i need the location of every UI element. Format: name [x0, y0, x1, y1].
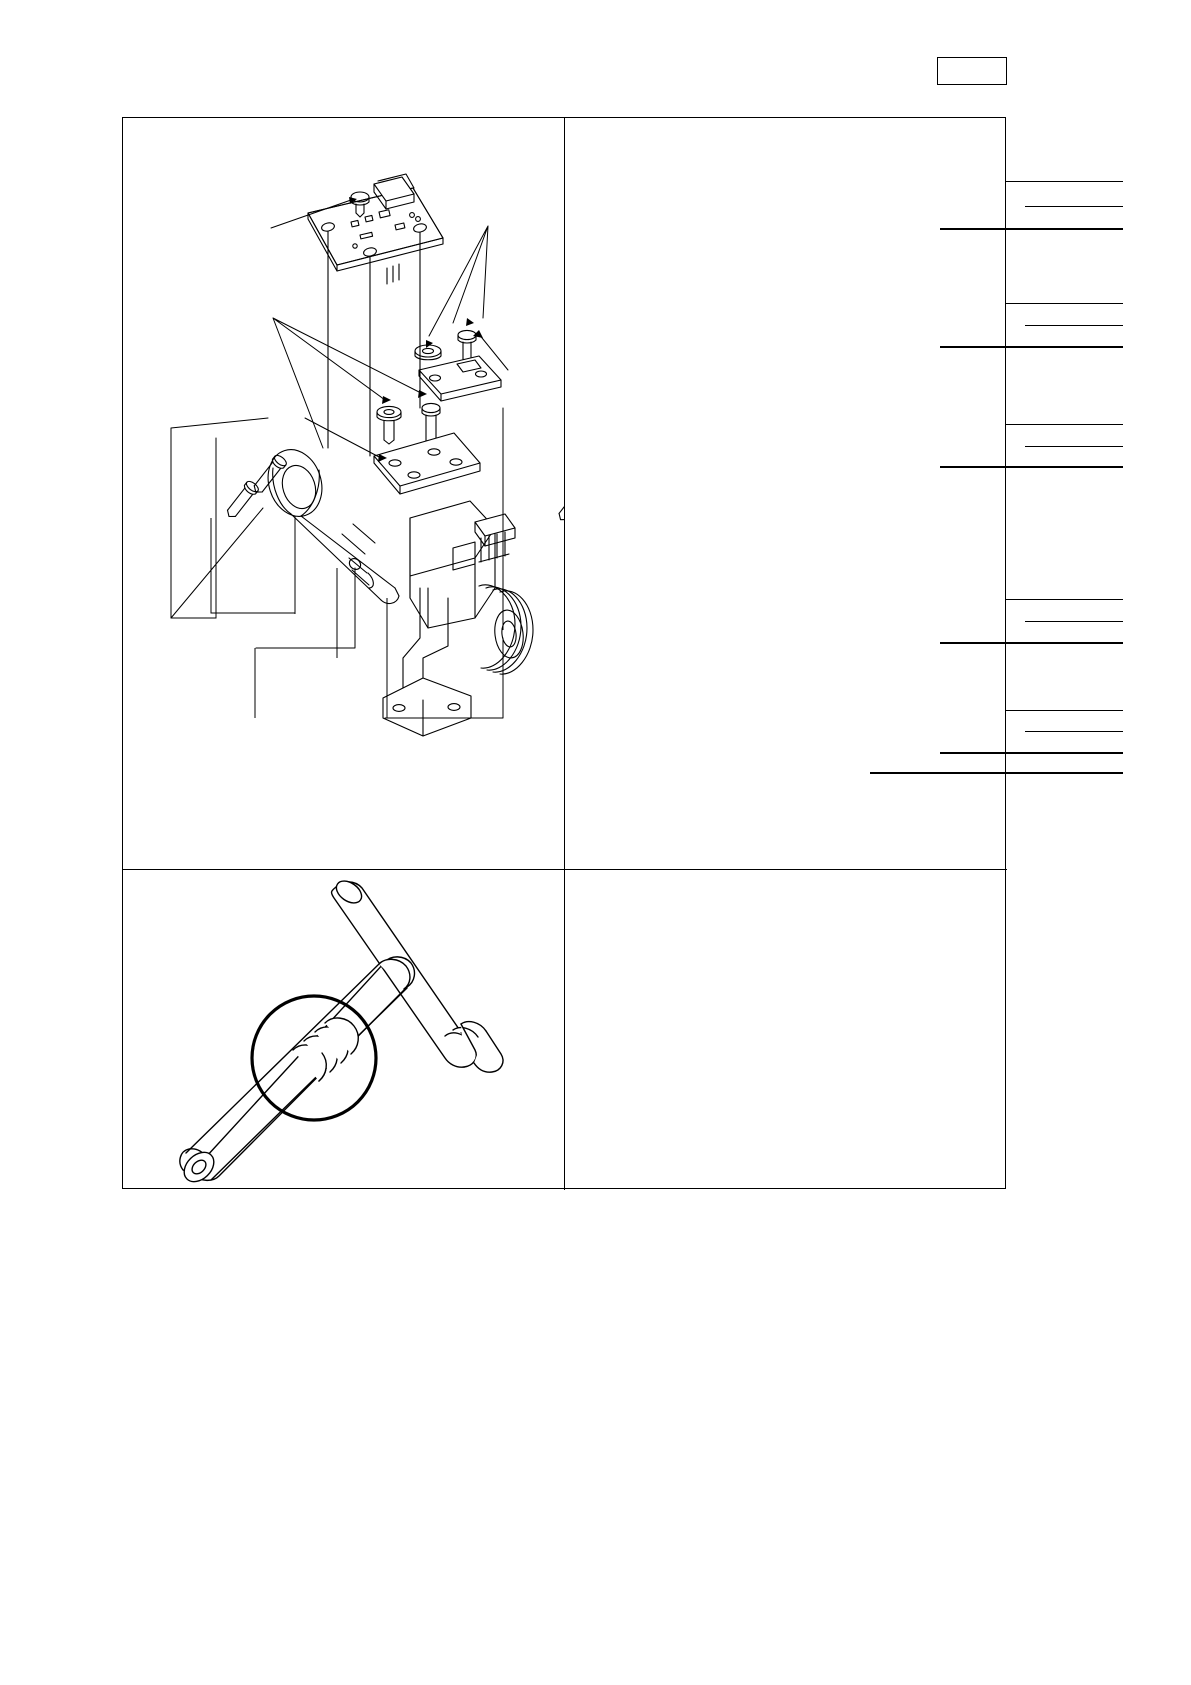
text-rule [1025, 731, 1123, 732]
instruction-text-bottom [565, 870, 1007, 1190]
text-rule [1005, 710, 1123, 711]
text-rule [1005, 303, 1123, 304]
text-rule [1025, 206, 1123, 207]
illustration-exploded-view [123, 118, 565, 870]
instruction-text-top [565, 118, 1007, 870]
text-rule [940, 752, 1123, 754]
text-rule [870, 772, 1123, 774]
text-rule [1005, 424, 1123, 425]
page-number-box [937, 57, 1007, 85]
text-rule [1025, 621, 1123, 622]
text-rule [940, 346, 1123, 348]
detail-circle-diagram [123, 870, 565, 1190]
text-rule [1025, 446, 1123, 447]
content-frame [122, 117, 1006, 1189]
text-rule [1005, 181, 1123, 182]
text-rule [940, 228, 1123, 230]
text-rule [940, 466, 1123, 468]
text-rule [1025, 325, 1123, 326]
text-rule [940, 642, 1123, 644]
text-rule [1005, 599, 1123, 600]
illustration-detail-view [123, 870, 565, 1190]
leader-lines-lower [123, 118, 565, 870]
